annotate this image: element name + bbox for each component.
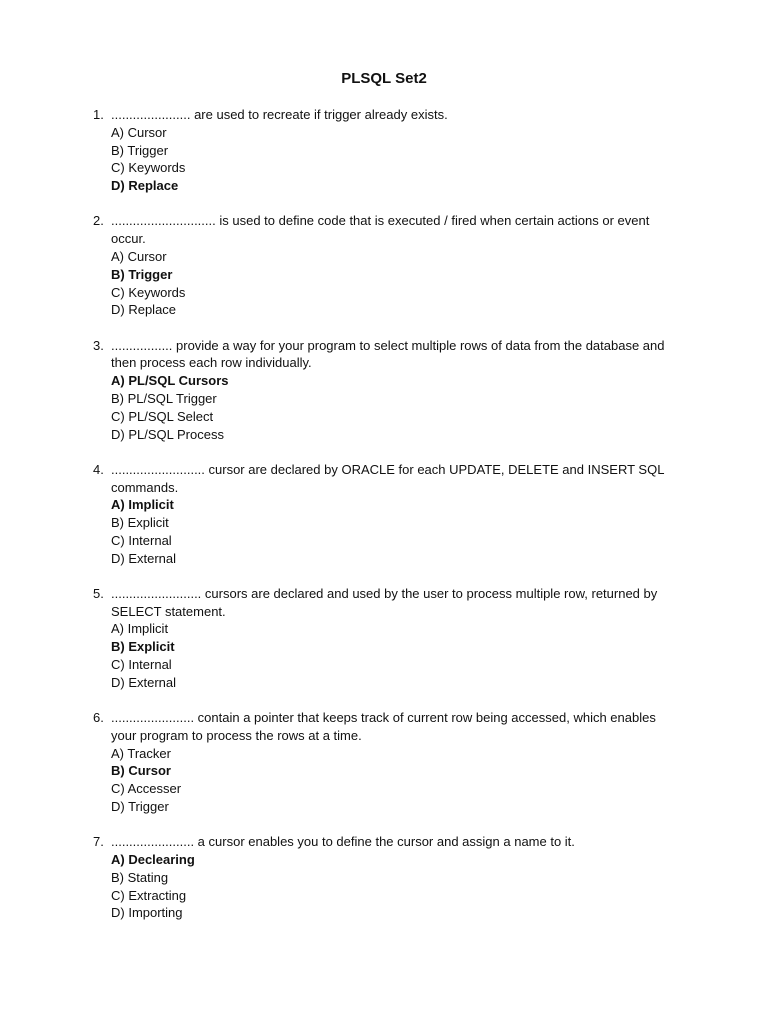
question-number: 3. — [93, 337, 104, 353]
option-list — [93, 124, 673, 195]
question-text-row — [93, 709, 673, 745]
question-number: 2. — [93, 213, 104, 229]
question-text-row — [93, 585, 673, 621]
option-d-correct: D) Replace — [111, 178, 179, 194]
question-4 — [93, 461, 673, 568]
question-number: 7. — [93, 834, 104, 850]
option-d: D) External — [111, 674, 177, 690]
question-number: 6. — [93, 710, 104, 726]
question-number: 5. — [93, 585, 104, 601]
option-list — [93, 851, 673, 922]
question-text: ......................... cursors are declared and used by the user to process multiple row, returned by SELECT statement. — [111, 585, 658, 619]
option-list — [93, 620, 673, 691]
question-list — [93, 106, 673, 940]
question-5 — [93, 585, 673, 692]
option-list — [93, 372, 673, 443]
option-b-correct: B) Explicit — [111, 639, 175, 655]
question-7 — [93, 833, 673, 922]
question-text: ................. provide a way for your program to select multiple rows of data from the database and then process each row individually. — [111, 337, 665, 371]
question-1 — [93, 106, 673, 195]
question-text: ....................... contain a pointer that keeps track of current row being accessed, which enables your program to process the rows at a time. — [111, 710, 656, 743]
question-text-row — [93, 337, 673, 373]
option-list — [93, 248, 673, 319]
page-title: PLSQL Set2 — [341, 70, 427, 87]
option-c: C) Extracting — [111, 887, 187, 903]
option-c: C) Accesser — [111, 781, 182, 797]
question-text-row — [93, 833, 673, 851]
option-d: D) External — [111, 550, 177, 566]
option-b: B) Trigger — [111, 142, 169, 158]
option-a: A) Implicit — [111, 621, 169, 637]
question-text: .......................... cursor are declared by ORACLE for each UPDATE, DELETE and INSERT SQL commands. — [111, 461, 664, 495]
question-6 — [93, 709, 673, 816]
option-b-correct: B) Trigger — [111, 266, 173, 282]
option-c: C) Keywords — [111, 160, 186, 176]
option-d: D) PL/SQL Process — [111, 426, 224, 442]
option-a: A) Tracker — [111, 745, 171, 761]
option-a: A) Cursor — [111, 248, 167, 264]
question-3 — [93, 337, 673, 444]
question-number: 1. — [93, 107, 104, 122]
question-2 — [93, 212, 673, 319]
option-a: A) Cursor — [111, 124, 167, 140]
option-c: C) Keywords — [111, 284, 186, 300]
question-text-row — [93, 461, 673, 497]
option-a-correct: A) Implicit — [111, 497, 174, 513]
option-b: B) PL/SQL Trigger — [111, 390, 217, 406]
option-b: B) Stating — [111, 869, 169, 885]
option-list — [93, 496, 673, 567]
question-number: 4. — [93, 461, 104, 477]
question-text: ...................... are used to recreate if trigger already exists. — [111, 107, 448, 122]
option-list — [93, 745, 673, 816]
option-c: C) Internal — [111, 532, 172, 548]
question-text: ............................. is used to define code that is executed / fired when certain actions or event occur. — [111, 213, 650, 247]
question-text: ....................... a cursor enables you to define the cursor and assign a name to it. — [111, 834, 575, 850]
option-a-correct: A) Declearing — [111, 852, 195, 868]
option-b: B) Explicit — [111, 515, 169, 531]
question-text-row — [93, 212, 673, 248]
option-c: C) Internal — [111, 657, 172, 673]
option-d: D) Trigger — [111, 799, 169, 815]
option-b-correct: B) Cursor — [111, 763, 171, 779]
option-d: D) Replace — [111, 302, 177, 318]
option-c: C) PL/SQL Select — [111, 408, 214, 424]
option-a-correct: A) PL/SQL Cursors — [111, 373, 229, 389]
option-d: D) Importing — [111, 905, 183, 921]
question-text-row — [93, 106, 673, 124]
